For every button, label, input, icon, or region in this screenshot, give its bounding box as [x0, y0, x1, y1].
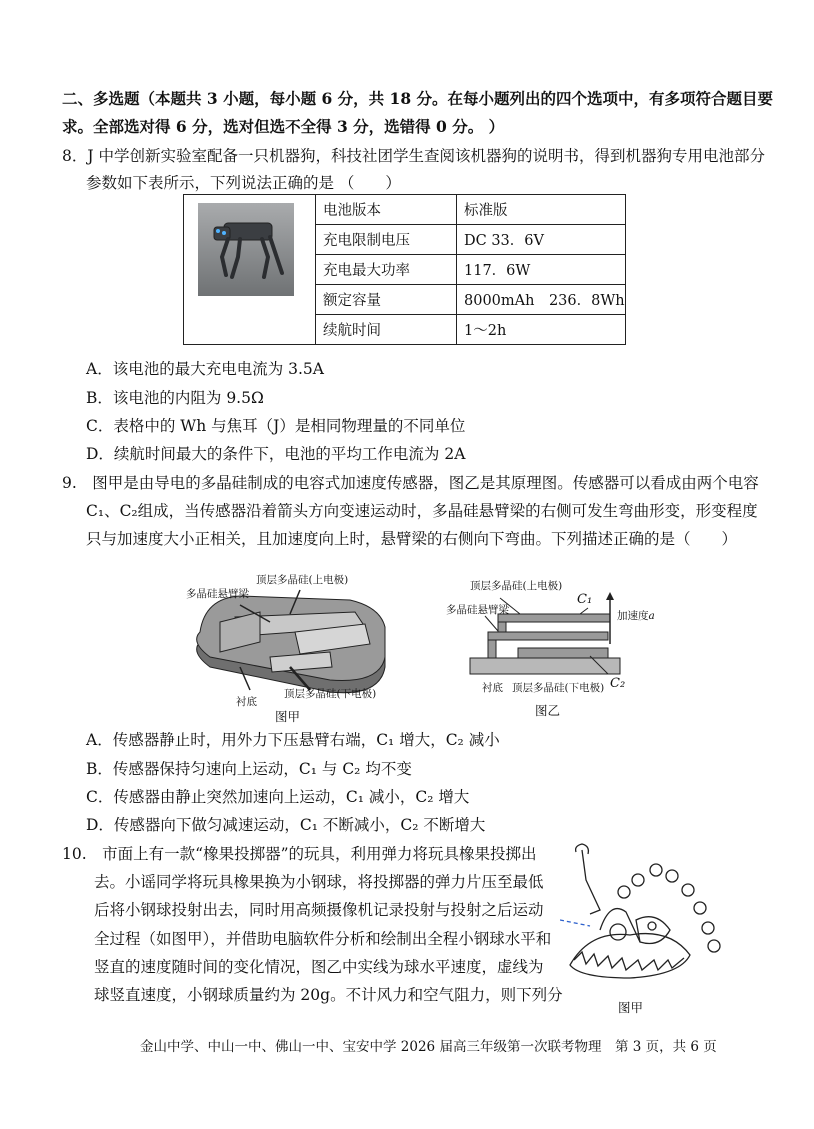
table-cell: 1～2h [457, 315, 626, 345]
fig2-caption: 图乙 [535, 703, 561, 718]
q9-stem-line2: C₁、C₂组成，当传感器沿着箭头方向变速运动时，多晶硅悬臂梁的右侧可发生弯曲形变，形变程度 [86, 502, 758, 520]
launcher-figure [560, 840, 730, 990]
q8-stem-line2: 参数如下表所示，下列说法正确的是 （ ） [86, 174, 401, 192]
q9-option-d: D．传感器向下做匀减速运动，C₁ 不断减小，C₂ 不断增大 [86, 816, 486, 834]
fig1-caption: 图甲 [275, 709, 301, 724]
fig2-label-bottom: 顶层多晶硅(下电极) [512, 682, 605, 694]
q9-option-a: A．传感器静止时，用外力下压悬臂右端，C₁ 增大，C₂ 减小 [86, 731, 500, 749]
table-cell: 标准版 [457, 195, 626, 225]
q9-stem-line3: 只与加速度大小正相关，且加速度向上时，悬臂梁的右侧向下弯曲。下列描述正确的是（ ） [86, 530, 738, 548]
launcher-drawing [560, 840, 730, 990]
page-footer: 金山中学、中山一中、佛山一中、宝安中学 2026 届高三年级第一次联考物理 第 3 页，共 6 页 [140, 1039, 717, 1055]
fig2-label-c1: C₁ [577, 592, 593, 607]
fig1-label-beam: 多晶硅悬臂梁 [186, 588, 249, 600]
fig2-label-substrate: 衬底 [482, 682, 503, 694]
q8-option-d: D．续航时间最大的条件下，电池的平均工作电流为 2A [86, 445, 466, 463]
q10-fig-caption: 图甲 [618, 1000, 644, 1015]
q10-stem-line2: 去。小谣同学将玩具橡果换为小钢球，将投掷器的弹力片压至最低 [94, 873, 544, 891]
table-cell: DC 33．6V [457, 225, 626, 255]
table-cell: 117．6W [457, 255, 626, 285]
table-cell: 电池版本 [316, 195, 457, 225]
q8-option-a: A．该电池的最大充电电流为 3.5A [86, 360, 324, 378]
table-cell: 续航时间 [316, 315, 457, 345]
fig2-label-accel [617, 608, 655, 623]
table-row [184, 195, 626, 225]
robot-dog-image [184, 195, 315, 340]
table-cell: 充电最大功率 [316, 255, 457, 285]
sensor-schematic-drawing [440, 576, 660, 696]
sensor-3d-figure [180, 572, 410, 722]
q9-option-b: B．传感器保持匀速向上运动，C₁ 与 C₂ 均不变 [86, 760, 412, 778]
accel-text: 加速度 [617, 610, 649, 622]
fig1-label-bottom: 顶层多晶硅(下电极) [284, 688, 377, 700]
q8-option-b: B．该电池的内阻为 9.5Ω [86, 389, 264, 407]
table-cell: 充电限制电压 [316, 225, 457, 255]
q9-option-c: C．传感器由静止突然加速向上运动，C₁ 减小，C₂ 增大 [86, 788, 470, 806]
q10-stem-line4: 全过程（如图甲），并借助电脑软件分析和绘制出全程小钢球水平和 [94, 930, 552, 948]
fig2-label-beam: 多晶硅悬臂梁 [446, 604, 509, 616]
robot-dog-photo-cell [184, 195, 316, 345]
q8-stem-line1: 8．J 中学创新实验室配备一只机器狗，科技社团学生查阅该机器狗的说明书，得到机器狗专用电池部分 [62, 147, 766, 165]
battery-spec-table [183, 194, 626, 345]
sensor-schematic-figure [440, 576, 660, 696]
section-header-line1: 二、多选题（本题共 3 小题，每小题 6 分，共 18 分。在每小题列出的四个选项中，有多项符合题目要 [62, 89, 774, 108]
section-header-line2: 求。全部选对得 6 分，选对但选不全得 3 分，选错得 0 分。 ） [62, 117, 505, 136]
q10-stem-line1: 10. 市面上有一款“橡果投掷器”的玩具，利用弹力将玩具橡果投掷出 [62, 845, 537, 863]
table-cell: 额定容量 [316, 285, 457, 315]
table-cell: 8000mAh 236．8Wh [457, 285, 626, 315]
q10-stem-line3: 后将小钢球投射出去，同时用高频摄像机记录投射与投射之后运动 [94, 901, 544, 919]
q8-option-c: C．表格中的 Wh 与焦耳（J）是相同物理量的不同单位 [86, 417, 466, 435]
fig2-label-top: 顶层多晶硅(上电极) [470, 580, 563, 592]
fig1-label-substrate: 衬底 [236, 696, 257, 708]
q10-stem-line5: 竖直的速度随时间的变化情况，图乙中实线为球水平速度，虚线为 [94, 958, 544, 976]
q10-stem-line6: 球竖直速度，小钢球质量约为 20g。不计风力和空气阻力，则下列分 [94, 986, 563, 1004]
fig2-label-c2: C₂ [610, 676, 626, 691]
q9-stem-line1: 9. 图甲是由导电的多晶硅制成的电容式加速度传感器，图乙是其原理图。传感器可以看成由两个电容 [62, 474, 759, 492]
accel-symbol: a [648, 610, 655, 622]
fig1-label-top: 顶层多晶硅(上电极) [256, 574, 349, 586]
